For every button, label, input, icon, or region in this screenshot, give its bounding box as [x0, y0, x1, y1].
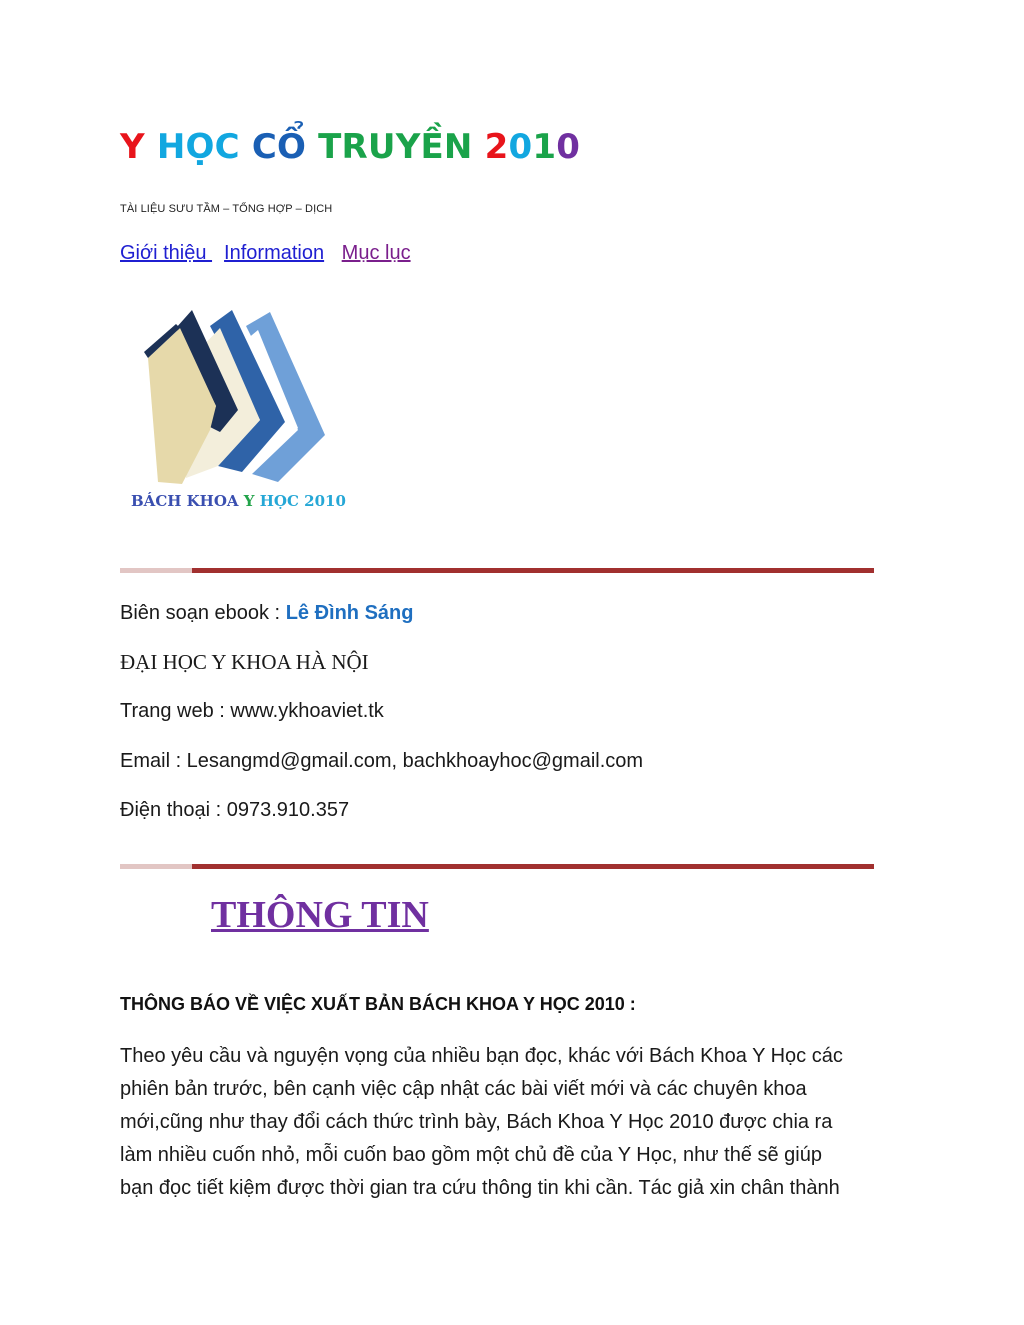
title-part: HỌC	[156, 127, 252, 167]
divider-line	[192, 568, 874, 573]
phone-line: Điện thoại : 0973.910.357	[120, 799, 350, 821]
divider-fade	[120, 568, 192, 573]
title-part: 0	[508, 127, 533, 167]
email-line: Email : Lesangmd@gmail.com, bachkhoayhoc@gmail.com	[120, 750, 644, 772]
title-part: CỔ	[251, 127, 319, 167]
paragraph-line: mới,cũng như thay đổi cách thức trình bày, Bách Khoa Y Học 2010 được chia ra	[120, 1111, 833, 1133]
nav-links	[120, 242, 423, 265]
title-part: TRUYỀN	[318, 127, 485, 167]
title-part: 1	[532, 127, 557, 167]
title-part: 0	[556, 127, 581, 167]
divider-line	[192, 864, 874, 869]
logo-text-part: Y	[243, 492, 260, 510]
link-intro[interactable]: Giới thiệu	[120, 242, 213, 264]
divider	[120, 864, 874, 869]
website-line: Trang web : www.ykhoaviet.tk	[120, 700, 384, 722]
divider	[120, 568, 874, 573]
paragraph-line: làm nhiều cuốn nhỏ, mỗi cuốn bao gồm một chủ đề của Y Học, như thế sẽ giúp	[120, 1144, 822, 1166]
editor-name: Lê Đình Sáng	[285, 602, 414, 624]
logo-text-part: BÁCH KHOA	[131, 492, 244, 510]
divider-fade	[120, 864, 192, 869]
logo-text	[131, 492, 346, 510]
document-subtitle: TÀI LIỆU SƯU TẦM – TỔNG HỢP – DỊCH	[120, 203, 333, 215]
document-title	[120, 122, 580, 172]
paragraph-line: phiên bản trước, bên cạnh việc cập nhật các bài viết mới và các chuyên khoa	[120, 1078, 807, 1100]
section-heading: THÔNG TIN	[211, 894, 429, 936]
title-part: Y	[120, 127, 157, 167]
title-part: 2	[484, 127, 509, 167]
body-paragraph	[120, 1040, 910, 1205]
editor-label: Biên soạn ebook :	[120, 602, 286, 624]
link-contents[interactable]: Mục lục	[341, 242, 411, 264]
books-logo-icon	[120, 300, 360, 520]
paragraph-line: Theo yêu cầu và nguyện vọng của nhiều bạn đọc, khác với Bách Khoa Y Học các	[120, 1045, 843, 1067]
university-line: ĐẠI HỌC Y KHOA HÀ NỘI	[120, 650, 369, 674]
paragraph-line: bạn đọc tiết kiệm được thời gian tra cứu thông tin khi cần. Tác giả xin chân thành	[120, 1177, 840, 1199]
link-information[interactable]: Information	[224, 242, 325, 264]
logo-text-part: HỌC 2010	[259, 492, 346, 510]
notice-title: THÔNG BÁO VỀ VIỆC XUẤT BẢN BÁCH KHOA Y HỌC 2010 :	[120, 994, 636, 1014]
editor-line	[120, 600, 413, 626]
